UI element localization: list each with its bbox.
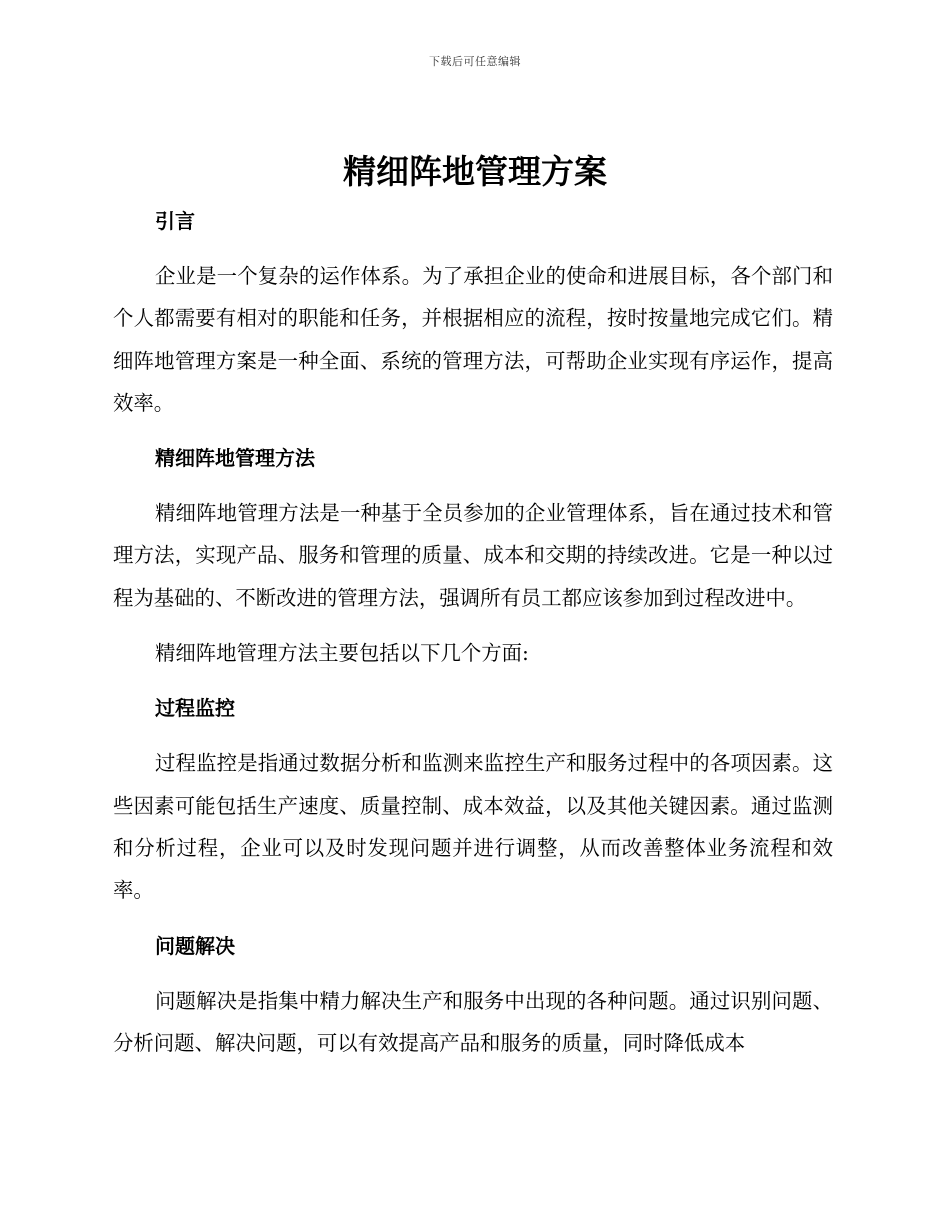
- section-heading: 精细阵地管理方法: [155, 446, 315, 471]
- section-heading: 问题解决: [155, 933, 235, 958]
- paragraph: 企业是一个复杂的运作体系。为了承担企业的使命和进展目标，各个部门和个人都需要有相对的职能和任务，并根据相应的流程，按时按量地完成它们。精细阵地管理方案是一种全面、系统的管理方法，可帮助企业实现有序运作，提高效率。: [113, 264, 833, 415]
- paragraph: 精细阵地管理方法主要包括以下几个方面:: [155, 641, 529, 666]
- section-introduction: [113, 200, 833, 424]
- paragraph: 过程监控是指通过数据分析和监测来监控生产和服务过程中的各项因素。这些因素可能包括生产速度、质量控制、成本效益，以及其他关键因素。通过监测和分析过程，企业可以及时发现问题并进行调整，从而改善整体业务流程和效率。: [113, 751, 833, 903]
- section-problem-solving: [113, 925, 833, 1065]
- document-title: 精细阵地管理方案: [343, 152, 607, 191]
- document-body: [113, 200, 833, 1064]
- section-heading: 过程监控: [155, 696, 235, 721]
- paragraph: 精细阵地管理方法是一种基于全员参加的企业管理体系，旨在通过技术和管理方法，实现产品、服务和管理的质量、成本和交期的持续改进。它是一种以过程为基础的、不断改进的管理方法，强调所有员工都应该参加到过程改进中。: [113, 501, 833, 610]
- section-heading: 引言: [155, 209, 195, 233]
- section-method: [113, 437, 833, 674]
- paragraph: 问题解决是指集中精力解决生产和服务中出现的各种问题。通过识别问题、分析问题、解决问题，可以有效提高产品和服务的质量，同时降低成本: [113, 988, 833, 1055]
- header-note: 下载后可任意编辑: [429, 55, 521, 68]
- section-process-monitoring: [113, 687, 833, 911]
